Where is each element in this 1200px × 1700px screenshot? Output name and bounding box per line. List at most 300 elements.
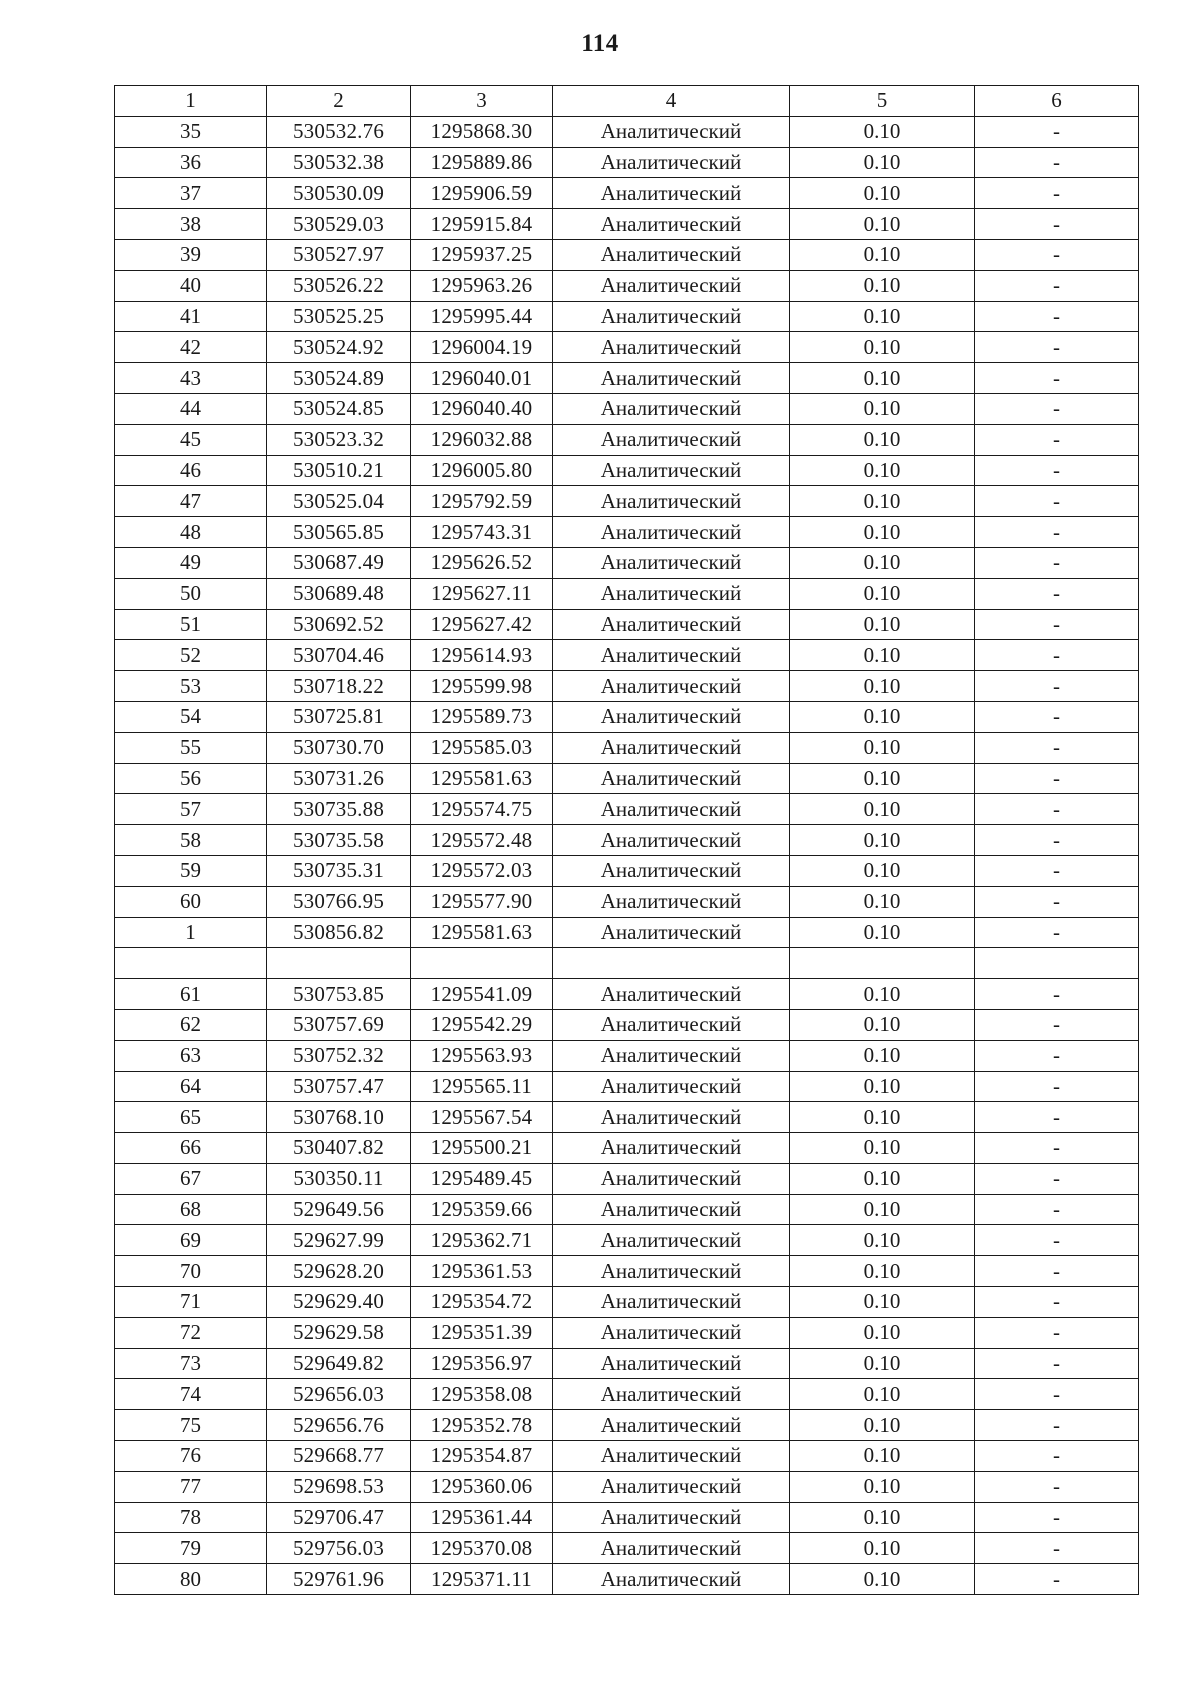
note-cell: - bbox=[975, 1256, 1139, 1287]
note-cell: - bbox=[975, 424, 1139, 455]
accuracy-cell: 0.10 bbox=[790, 1348, 975, 1379]
note-cell: - bbox=[975, 1009, 1139, 1040]
point-number-cell: 57 bbox=[115, 794, 267, 825]
accuracy-cell: 0.10 bbox=[790, 1163, 975, 1194]
x-coordinate-cell: 530689.48 bbox=[267, 578, 411, 609]
point-number-cell: 74 bbox=[115, 1379, 267, 1410]
accuracy-cell: 0.10 bbox=[790, 979, 975, 1010]
x-coordinate-cell: 529756.03 bbox=[267, 1533, 411, 1564]
x-coordinate-cell: 530525.04 bbox=[267, 486, 411, 517]
note-cell: - bbox=[975, 1317, 1139, 1348]
note-cell: - bbox=[975, 116, 1139, 147]
note-cell: - bbox=[975, 1379, 1139, 1410]
note-cell: - bbox=[975, 301, 1139, 332]
method-cell: Аналитический bbox=[553, 363, 790, 394]
table-row bbox=[115, 825, 1139, 856]
table-row bbox=[115, 1564, 1139, 1595]
point-number-cell: 60 bbox=[115, 886, 267, 917]
table-row bbox=[115, 455, 1139, 486]
table-row bbox=[115, 332, 1139, 363]
accuracy-cell: 0.10 bbox=[790, 147, 975, 178]
table-row bbox=[115, 517, 1139, 548]
note-cell: - bbox=[975, 147, 1139, 178]
method-cell: Аналитический bbox=[553, 1564, 790, 1595]
column-header: 6 bbox=[975, 86, 1139, 117]
y-coordinate-cell: 1295937.25 bbox=[411, 239, 553, 270]
accuracy-cell: 0.10 bbox=[790, 393, 975, 424]
x-coordinate-cell: 530524.89 bbox=[267, 363, 411, 394]
y-coordinate-cell: 1295572.48 bbox=[411, 825, 553, 856]
method-cell: Аналитический bbox=[553, 1533, 790, 1564]
y-coordinate-cell: 1295359.66 bbox=[411, 1194, 553, 1225]
method-cell: Аналитический bbox=[553, 424, 790, 455]
note-cell: - bbox=[975, 1102, 1139, 1133]
note-cell bbox=[975, 948, 1139, 979]
table-row bbox=[115, 1009, 1139, 1040]
table-row bbox=[115, 917, 1139, 948]
method-cell: Аналитический bbox=[553, 1102, 790, 1133]
accuracy-cell: 0.10 bbox=[790, 794, 975, 825]
accuracy-cell: 0.10 bbox=[790, 1071, 975, 1102]
point-number-cell bbox=[115, 948, 267, 979]
note-cell: - bbox=[975, 825, 1139, 856]
method-cell: Аналитический bbox=[553, 701, 790, 732]
accuracy-cell: 0.10 bbox=[790, 209, 975, 240]
method-cell: Аналитический bbox=[553, 178, 790, 209]
table-header-row bbox=[115, 86, 1139, 117]
point-number-cell: 53 bbox=[115, 671, 267, 702]
point-number-cell: 59 bbox=[115, 855, 267, 886]
point-number-cell: 67 bbox=[115, 1163, 267, 1194]
x-coordinate-cell: 529649.82 bbox=[267, 1348, 411, 1379]
note-cell: - bbox=[975, 794, 1139, 825]
method-cell: Аналитический bbox=[553, 1410, 790, 1441]
y-coordinate-cell: 1295541.09 bbox=[411, 979, 553, 1010]
y-coordinate-cell: 1295352.78 bbox=[411, 1410, 553, 1441]
y-coordinate-cell: 1295563.93 bbox=[411, 1040, 553, 1071]
accuracy-cell: 0.10 bbox=[790, 270, 975, 301]
column-header: 5 bbox=[790, 86, 975, 117]
table-row bbox=[115, 1040, 1139, 1071]
method-cell: Аналитический bbox=[553, 393, 790, 424]
point-number-cell: 54 bbox=[115, 701, 267, 732]
note-cell: - bbox=[975, 701, 1139, 732]
table-row bbox=[115, 578, 1139, 609]
accuracy-cell: 0.10 bbox=[790, 1287, 975, 1318]
table-row bbox=[115, 1256, 1139, 1287]
method-cell: Аналитический bbox=[553, 979, 790, 1010]
method-cell: Аналитический bbox=[553, 270, 790, 301]
accuracy-cell bbox=[790, 948, 975, 979]
y-coordinate-cell: 1295581.63 bbox=[411, 763, 553, 794]
accuracy-cell: 0.10 bbox=[790, 547, 975, 578]
method-cell: Аналитический bbox=[553, 1225, 790, 1256]
note-cell: - bbox=[975, 1502, 1139, 1533]
method-cell: Аналитический bbox=[553, 116, 790, 147]
method-cell: Аналитический bbox=[553, 1471, 790, 1502]
table-row bbox=[115, 209, 1139, 240]
x-coordinate-cell: 530687.49 bbox=[267, 547, 411, 578]
y-coordinate-cell: 1295581.63 bbox=[411, 917, 553, 948]
x-coordinate-cell: 529649.56 bbox=[267, 1194, 411, 1225]
accuracy-cell: 0.10 bbox=[790, 1133, 975, 1164]
method-cell: Аналитический bbox=[553, 640, 790, 671]
point-number-cell: 61 bbox=[115, 979, 267, 1010]
point-number-cell: 72 bbox=[115, 1317, 267, 1348]
table-row bbox=[115, 486, 1139, 517]
method-cell: Аналитический bbox=[553, 1348, 790, 1379]
x-coordinate-cell: 529656.76 bbox=[267, 1410, 411, 1441]
point-number-cell: 1 bbox=[115, 917, 267, 948]
point-number-cell: 45 bbox=[115, 424, 267, 455]
y-coordinate-cell: 1295542.29 bbox=[411, 1009, 553, 1040]
note-cell: - bbox=[975, 1225, 1139, 1256]
table-row bbox=[115, 1163, 1139, 1194]
y-coordinate-cell: 1295360.06 bbox=[411, 1471, 553, 1502]
point-number-cell: 70 bbox=[115, 1256, 267, 1287]
method-cell: Аналитический bbox=[553, 732, 790, 763]
table-row bbox=[115, 763, 1139, 794]
point-number-cell: 39 bbox=[115, 239, 267, 270]
note-cell: - bbox=[975, 609, 1139, 640]
point-number-cell: 36 bbox=[115, 147, 267, 178]
table-row bbox=[115, 794, 1139, 825]
y-coordinate-cell: 1295371.11 bbox=[411, 1564, 553, 1595]
column-header: 3 bbox=[411, 86, 553, 117]
x-coordinate-cell: 529761.96 bbox=[267, 1564, 411, 1595]
x-coordinate-cell: 529668.77 bbox=[267, 1441, 411, 1472]
y-coordinate-cell: 1295356.97 bbox=[411, 1348, 553, 1379]
accuracy-cell: 0.10 bbox=[790, 1410, 975, 1441]
method-cell: Аналитический bbox=[553, 1317, 790, 1348]
point-number-cell: 75 bbox=[115, 1410, 267, 1441]
accuracy-cell: 0.10 bbox=[790, 917, 975, 948]
accuracy-cell: 0.10 bbox=[790, 363, 975, 394]
method-cell: Аналитический bbox=[553, 547, 790, 578]
y-coordinate-cell: 1295500.21 bbox=[411, 1133, 553, 1164]
x-coordinate-cell: 530856.82 bbox=[267, 917, 411, 948]
accuracy-cell: 0.10 bbox=[790, 1533, 975, 1564]
method-cell: Аналитический bbox=[553, 209, 790, 240]
note-cell: - bbox=[975, 363, 1139, 394]
note-cell: - bbox=[975, 270, 1139, 301]
y-coordinate-cell: 1295614.93 bbox=[411, 640, 553, 671]
method-cell: Аналитический bbox=[553, 332, 790, 363]
method-cell: Аналитический bbox=[553, 763, 790, 794]
y-coordinate-cell: 1295351.39 bbox=[411, 1317, 553, 1348]
note-cell: - bbox=[975, 763, 1139, 794]
point-number-cell: 66 bbox=[115, 1133, 267, 1164]
point-number-cell: 51 bbox=[115, 609, 267, 640]
y-coordinate-cell: 1295627.11 bbox=[411, 578, 553, 609]
table-row bbox=[115, 147, 1139, 178]
point-number-cell: 78 bbox=[115, 1502, 267, 1533]
table-row bbox=[115, 1317, 1139, 1348]
accuracy-cell: 0.10 bbox=[790, 732, 975, 763]
x-coordinate-cell: 530757.69 bbox=[267, 1009, 411, 1040]
y-coordinate-cell: 1296032.88 bbox=[411, 424, 553, 455]
x-coordinate-cell: 530752.32 bbox=[267, 1040, 411, 1071]
method-cell: Аналитический bbox=[553, 825, 790, 856]
x-coordinate-cell: 530735.58 bbox=[267, 825, 411, 856]
y-coordinate-cell: 1295915.84 bbox=[411, 209, 553, 240]
x-coordinate-cell: 530526.22 bbox=[267, 270, 411, 301]
method-cell: Аналитический bbox=[553, 239, 790, 270]
point-number-cell: 38 bbox=[115, 209, 267, 240]
method-cell: Аналитический bbox=[553, 1256, 790, 1287]
accuracy-cell: 0.10 bbox=[790, 701, 975, 732]
y-coordinate-cell bbox=[411, 948, 553, 979]
table-row bbox=[115, 948, 1139, 979]
point-number-cell: 52 bbox=[115, 640, 267, 671]
method-cell: Аналитический bbox=[553, 486, 790, 517]
y-coordinate-cell: 1295585.03 bbox=[411, 732, 553, 763]
y-coordinate-cell: 1295589.73 bbox=[411, 701, 553, 732]
note-cell: - bbox=[975, 393, 1139, 424]
method-cell: Аналитический bbox=[553, 1040, 790, 1071]
x-coordinate-cell: 530735.88 bbox=[267, 794, 411, 825]
accuracy-cell: 0.10 bbox=[790, 640, 975, 671]
point-number-cell: 41 bbox=[115, 301, 267, 332]
x-coordinate-cell: 530757.47 bbox=[267, 1071, 411, 1102]
coordinates-table bbox=[114, 85, 1139, 1595]
table-row bbox=[115, 239, 1139, 270]
accuracy-cell: 0.10 bbox=[790, 1379, 975, 1410]
y-coordinate-cell: 1295626.52 bbox=[411, 547, 553, 578]
accuracy-cell: 0.10 bbox=[790, 1564, 975, 1595]
table-body bbox=[115, 116, 1139, 1594]
table-row bbox=[115, 609, 1139, 640]
note-cell: - bbox=[975, 1410, 1139, 1441]
note-cell: - bbox=[975, 239, 1139, 270]
method-cell: Аналитический bbox=[553, 1379, 790, 1410]
accuracy-cell: 0.10 bbox=[790, 1009, 975, 1040]
x-coordinate-cell: 530704.46 bbox=[267, 640, 411, 671]
note-cell: - bbox=[975, 486, 1139, 517]
y-coordinate-cell: 1295743.31 bbox=[411, 517, 553, 548]
x-coordinate-cell: 530527.97 bbox=[267, 239, 411, 270]
accuracy-cell: 0.10 bbox=[790, 116, 975, 147]
point-number-cell: 37 bbox=[115, 178, 267, 209]
accuracy-cell: 0.10 bbox=[790, 1256, 975, 1287]
note-cell: - bbox=[975, 886, 1139, 917]
page-number: 114 bbox=[581, 30, 619, 57]
x-coordinate-cell: 530350.11 bbox=[267, 1163, 411, 1194]
table-row bbox=[115, 1471, 1139, 1502]
y-coordinate-cell: 1295963.26 bbox=[411, 270, 553, 301]
x-coordinate-cell: 530735.31 bbox=[267, 855, 411, 886]
note-cell: - bbox=[975, 547, 1139, 578]
point-number-cell: 42 bbox=[115, 332, 267, 363]
table-row bbox=[115, 301, 1139, 332]
y-coordinate-cell: 1296004.19 bbox=[411, 332, 553, 363]
method-cell: Аналитический bbox=[553, 1194, 790, 1225]
note-cell: - bbox=[975, 732, 1139, 763]
accuracy-cell: 0.10 bbox=[790, 1225, 975, 1256]
note-cell: - bbox=[975, 1471, 1139, 1502]
y-coordinate-cell: 1295577.90 bbox=[411, 886, 553, 917]
x-coordinate-cell: 530524.85 bbox=[267, 393, 411, 424]
y-coordinate-cell: 1295361.44 bbox=[411, 1502, 553, 1533]
accuracy-cell: 0.10 bbox=[790, 1502, 975, 1533]
y-coordinate-cell: 1295995.44 bbox=[411, 301, 553, 332]
note-cell: - bbox=[975, 917, 1139, 948]
accuracy-cell: 0.10 bbox=[790, 855, 975, 886]
x-coordinate-cell: 530753.85 bbox=[267, 979, 411, 1010]
point-number-cell: 35 bbox=[115, 116, 267, 147]
accuracy-cell: 0.10 bbox=[790, 239, 975, 270]
table-row bbox=[115, 701, 1139, 732]
note-cell: - bbox=[975, 455, 1139, 486]
table-row bbox=[115, 1441, 1139, 1472]
y-coordinate-cell: 1295868.30 bbox=[411, 116, 553, 147]
accuracy-cell: 0.10 bbox=[790, 1471, 975, 1502]
method-cell: Аналитический bbox=[553, 1441, 790, 1472]
note-cell: - bbox=[975, 671, 1139, 702]
y-coordinate-cell: 1295362.71 bbox=[411, 1225, 553, 1256]
x-coordinate-cell: 530731.26 bbox=[267, 763, 411, 794]
method-cell: Аналитический bbox=[553, 1502, 790, 1533]
method-cell: Аналитический bbox=[553, 794, 790, 825]
method-cell: Аналитический bbox=[553, 917, 790, 948]
y-coordinate-cell: 1296040.01 bbox=[411, 363, 553, 394]
accuracy-cell: 0.10 bbox=[790, 1194, 975, 1225]
table-row bbox=[115, 363, 1139, 394]
table-row bbox=[115, 640, 1139, 671]
accuracy-cell: 0.10 bbox=[790, 332, 975, 363]
table-row bbox=[115, 178, 1139, 209]
x-coordinate-cell: 529628.20 bbox=[267, 1256, 411, 1287]
column-header: 4 bbox=[553, 86, 790, 117]
y-coordinate-cell: 1296005.80 bbox=[411, 455, 553, 486]
note-cell: - bbox=[975, 1163, 1139, 1194]
x-coordinate-cell: 530407.82 bbox=[267, 1133, 411, 1164]
note-cell: - bbox=[975, 1133, 1139, 1164]
table-row bbox=[115, 1379, 1139, 1410]
method-cell bbox=[553, 948, 790, 979]
x-coordinate-cell: 530725.81 bbox=[267, 701, 411, 732]
point-number-cell: 58 bbox=[115, 825, 267, 856]
x-coordinate-cell: 530525.25 bbox=[267, 301, 411, 332]
point-number-cell: 63 bbox=[115, 1040, 267, 1071]
table-row bbox=[115, 547, 1139, 578]
y-coordinate-cell: 1295358.08 bbox=[411, 1379, 553, 1410]
point-number-cell: 56 bbox=[115, 763, 267, 794]
method-cell: Аналитический bbox=[553, 1071, 790, 1102]
point-number-cell: 71 bbox=[115, 1287, 267, 1318]
x-coordinate-cell: 530692.52 bbox=[267, 609, 411, 640]
table-row bbox=[115, 1502, 1139, 1533]
method-cell: Аналитический bbox=[553, 886, 790, 917]
point-number-cell: 49 bbox=[115, 547, 267, 578]
point-number-cell: 65 bbox=[115, 1102, 267, 1133]
point-number-cell: 50 bbox=[115, 578, 267, 609]
x-coordinate-cell: 530718.22 bbox=[267, 671, 411, 702]
x-coordinate-cell: 530510.21 bbox=[267, 455, 411, 486]
accuracy-cell: 0.10 bbox=[790, 578, 975, 609]
table-row bbox=[115, 1225, 1139, 1256]
point-number-cell: 77 bbox=[115, 1471, 267, 1502]
x-coordinate-cell: 529656.03 bbox=[267, 1379, 411, 1410]
point-number-cell: 46 bbox=[115, 455, 267, 486]
table-row bbox=[115, 855, 1139, 886]
point-number-cell: 73 bbox=[115, 1348, 267, 1379]
accuracy-cell: 0.10 bbox=[790, 763, 975, 794]
table-row bbox=[115, 1194, 1139, 1225]
note-cell: - bbox=[975, 517, 1139, 548]
method-cell: Аналитический bbox=[553, 517, 790, 548]
x-coordinate-cell: 529698.53 bbox=[267, 1471, 411, 1502]
note-cell: - bbox=[975, 332, 1139, 363]
x-coordinate-cell: 530565.85 bbox=[267, 517, 411, 548]
y-coordinate-cell: 1295361.53 bbox=[411, 1256, 553, 1287]
x-coordinate-cell: 529629.58 bbox=[267, 1317, 411, 1348]
point-number-cell: 55 bbox=[115, 732, 267, 763]
method-cell: Аналитический bbox=[553, 609, 790, 640]
y-coordinate-cell: 1295792.59 bbox=[411, 486, 553, 517]
accuracy-cell: 0.10 bbox=[790, 1040, 975, 1071]
method-cell: Аналитический bbox=[553, 455, 790, 486]
point-number-cell: 62 bbox=[115, 1009, 267, 1040]
accuracy-cell: 0.10 bbox=[790, 301, 975, 332]
y-coordinate-cell: 1295574.75 bbox=[411, 794, 553, 825]
column-header: 1 bbox=[115, 86, 267, 117]
point-number-cell: 43 bbox=[115, 363, 267, 394]
table-row bbox=[115, 270, 1139, 301]
note-cell: - bbox=[975, 1441, 1139, 1472]
table-row bbox=[115, 671, 1139, 702]
x-coordinate-cell: 529627.99 bbox=[267, 1225, 411, 1256]
note-cell: - bbox=[975, 1040, 1139, 1071]
note-cell: - bbox=[975, 1194, 1139, 1225]
accuracy-cell: 0.10 bbox=[790, 486, 975, 517]
note-cell: - bbox=[975, 979, 1139, 1010]
table-row bbox=[115, 1533, 1139, 1564]
note-cell: - bbox=[975, 1533, 1139, 1564]
table-row bbox=[115, 393, 1139, 424]
note-cell: - bbox=[975, 578, 1139, 609]
table-row bbox=[115, 1071, 1139, 1102]
point-number-cell: 68 bbox=[115, 1194, 267, 1225]
accuracy-cell: 0.10 bbox=[790, 178, 975, 209]
note-cell: - bbox=[975, 1287, 1139, 1318]
table-row bbox=[115, 1348, 1139, 1379]
method-cell: Аналитический bbox=[553, 855, 790, 886]
table-row bbox=[115, 116, 1139, 147]
x-coordinate-cell: 529706.47 bbox=[267, 1502, 411, 1533]
table-row bbox=[115, 1410, 1139, 1441]
table-row bbox=[115, 886, 1139, 917]
x-coordinate-cell: 530532.38 bbox=[267, 147, 411, 178]
y-coordinate-cell: 1295370.08 bbox=[411, 1533, 553, 1564]
method-cell: Аналитический bbox=[553, 578, 790, 609]
point-number-cell: 79 bbox=[115, 1533, 267, 1564]
y-coordinate-cell: 1295354.72 bbox=[411, 1287, 553, 1318]
point-number-cell: 69 bbox=[115, 1225, 267, 1256]
point-number-cell: 44 bbox=[115, 393, 267, 424]
note-cell: - bbox=[975, 1348, 1139, 1379]
y-coordinate-cell: 1295572.03 bbox=[411, 855, 553, 886]
x-coordinate-cell: 529629.40 bbox=[267, 1287, 411, 1318]
accuracy-cell: 0.10 bbox=[790, 886, 975, 917]
method-cell: Аналитический bbox=[553, 147, 790, 178]
accuracy-cell: 0.10 bbox=[790, 1102, 975, 1133]
method-cell: Аналитический bbox=[553, 1287, 790, 1318]
y-coordinate-cell: 1296040.40 bbox=[411, 393, 553, 424]
y-coordinate-cell: 1295565.11 bbox=[411, 1071, 553, 1102]
x-coordinate-cell: 530768.10 bbox=[267, 1102, 411, 1133]
note-cell: - bbox=[975, 1564, 1139, 1595]
